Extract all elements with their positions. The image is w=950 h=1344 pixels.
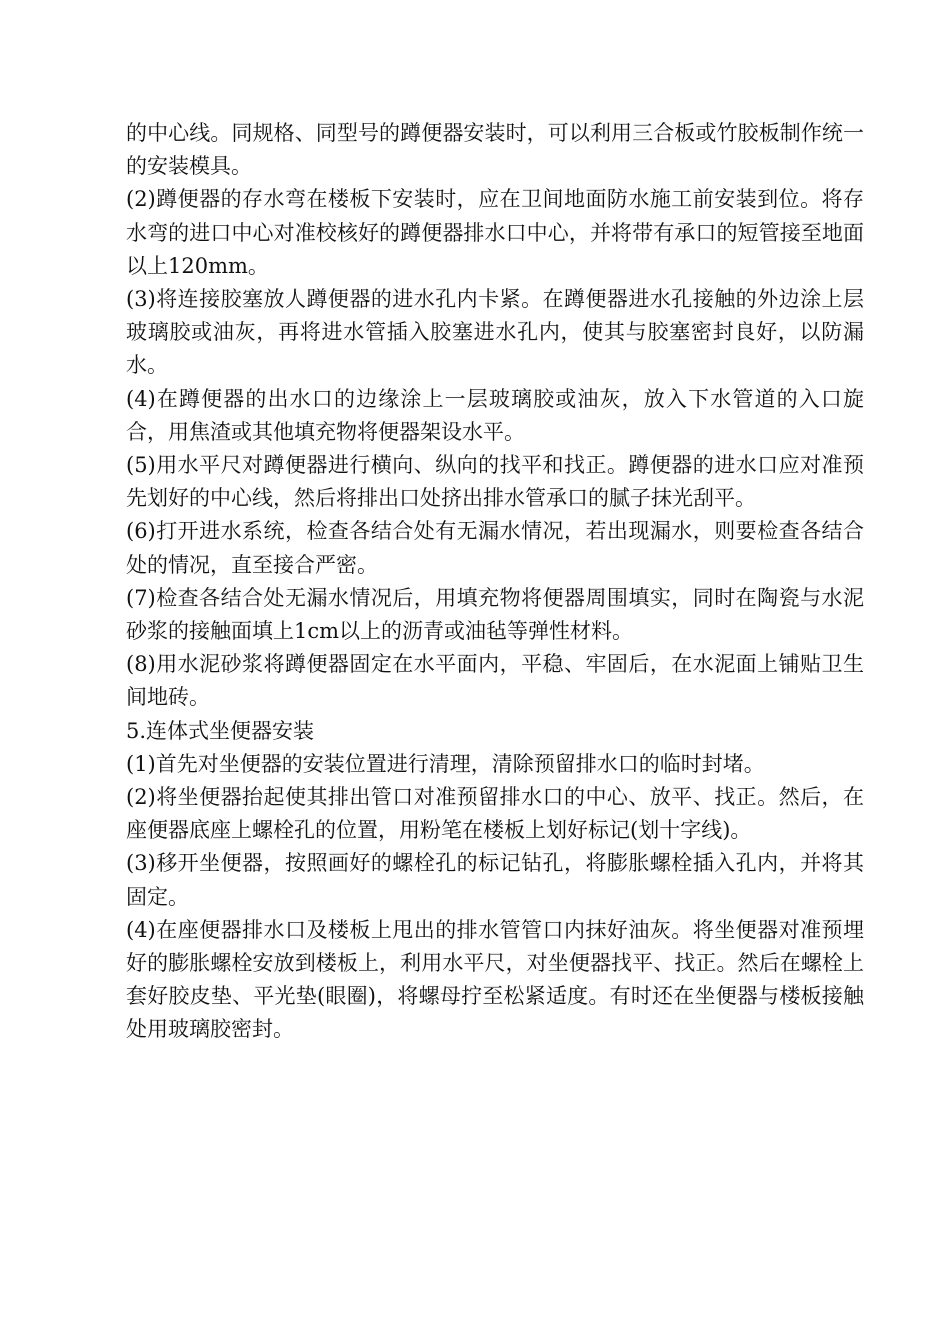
paragraph-step-3: (3)将连接胶塞放人蹲便器的进水孔内卡紧。在蹲便器进水孔接触的外边涂上层玻璃胶或油灰，再将进水管插入胶塞进水孔内，使其与胶塞密封良好，以防漏水。	[126, 287, 864, 378]
paragraph-step-6: (6)打开进水系统，检查各结合处有无漏水情况，若出现漏水，则要检查各结合处的情况，直至接合严密。	[126, 519, 864, 577]
paragraph-toilet-step-3: (3)移开坐便器，按照画好的螺栓孔的标记钻孔，将膨胀螺栓插入孔内，并将其固定。	[126, 851, 864, 909]
paragraph-step-2: (2)蹲便器的存水弯在楼板下安装时，应在卫间地面防水施工前安装到位。将存水弯的进口中心对准校核好的蹲便器排水口中心，并将带有承口的短管接至地面以上120mm。	[126, 187, 864, 278]
paragraph-intro-continuation: 的中心线。同规格、同型号的蹲便器安装时，可以利用三合板或竹胶板制作统一的安装模具。	[126, 121, 864, 179]
paragraph-step-8: (8)用水泥砂浆将蹲便器固定在水平面内，平稳、牢固后，在水泥面上铺贴卫生间地砖。	[126, 652, 864, 710]
paragraph-toilet-step-2: (2)将坐便器抬起使其排出管口对准预留排水口的中心、放平、找正。然后，在座便器底座上螺栓孔的位置，用粉笔在楼板上划好标记(划十字线)。	[126, 785, 864, 843]
paragraph-step-5: (5)用水平尺对蹲便器进行横向、纵向的找平和找正。蹲便器的进水口应对准预先划好的中心线，然后将排出口处挤出排水管承口的腻子抹光刮平。	[126, 453, 864, 511]
paragraph-step-7: (7)检查各结合处无漏水情况后，用填充物将便器周围填实，同时在陶瓷与水泥砂浆的接触面填上1cm以上的沥青或油毡等弹性材料。	[126, 585, 864, 644]
paragraph-toilet-step-1: (1)首先对坐便器的安装位置进行清理，清除预留排水口的临时封堵。	[126, 751, 765, 776]
paragraph-toilet-step-4: (4)在座便器排水口及楼板上甩出的排水管管口内抹好油灰。将坐便器对准预埋好的膨胀螺栓安放到楼板上，利用水平尺，对坐便器找平、找正。然后在螺栓上套好胶皮垫、平光垫(眼圈)，将螺母拧至松紧适度。有时还在坐便器与楼板接触处用玻璃胶密封。	[126, 917, 864, 1042]
document-body	[126, 117, 864, 1047]
section-heading: 5.连体式坐便器安装	[126, 718, 315, 743]
paragraph-step-4: (4)在蹲便器的出水口的边缘涂上一层玻璃胶或油灰，放入下水管道的入口旋合，用焦渣或其他填充物将便器架设水平。	[126, 386, 864, 444]
